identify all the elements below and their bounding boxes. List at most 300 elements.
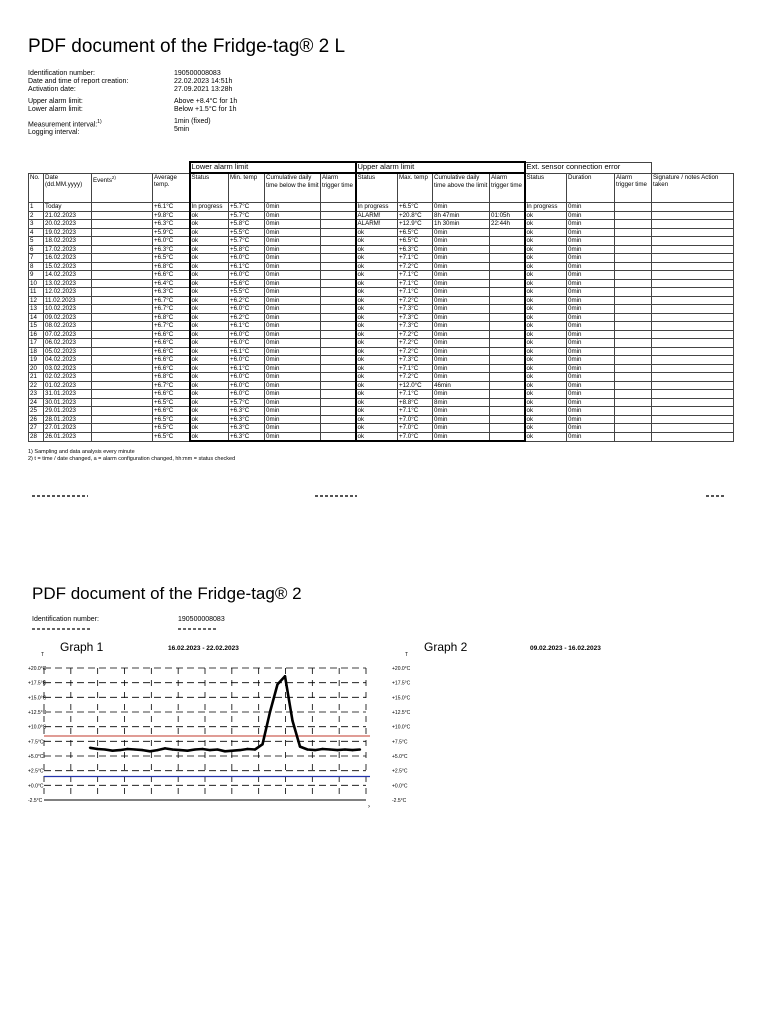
data-point [336, 749, 338, 751]
cell-lower-alarm-time [321, 322, 356, 331]
cell-lower-alarm-time [321, 373, 356, 382]
cell-upper-cumulative: 0min [433, 279, 490, 288]
cell-date: 02.02.2023 [44, 373, 92, 382]
cell-average-temp: +6.5°C [153, 424, 190, 433]
cell-lower-status: ok [190, 245, 229, 254]
data-point [156, 749, 158, 751]
cell-date: 10.02.2023 [44, 305, 92, 314]
x-axis-arrow-icon: › [368, 804, 370, 810]
table-row [29, 415, 734, 424]
col-max-temp: Max. temp [398, 173, 433, 203]
cell-date: 03.02.2023 [44, 364, 92, 373]
cell-average-temp: +6.4°C [153, 279, 190, 288]
col-lower-status: Status [190, 173, 229, 203]
report-info-values [174, 70, 237, 134]
cell-lower-status: ok [190, 313, 229, 322]
cell-average-temp: +6.3°C [153, 245, 190, 254]
cell-ext-duration: 0min [567, 415, 615, 424]
cell-date: 27.01.2023 [44, 424, 92, 433]
data-point [89, 747, 91, 749]
table-row [29, 245, 734, 254]
cell-max-temp: +12.9°C [398, 220, 433, 229]
cell-upper-status: ok [356, 339, 398, 348]
cell-upper-status: ok [356, 432, 398, 441]
footnote-marker: 2) [111, 174, 116, 180]
cell-lower-alarm-time [321, 432, 356, 441]
cell-max-temp: +7.3°C [398, 356, 433, 365]
cell-ext-status: ok [525, 424, 567, 433]
cell-ext-alarm-time [615, 220, 652, 229]
cell-ext-alarm-time [615, 407, 652, 416]
cell-average-temp: +6.6°C [153, 364, 190, 373]
cell-date: 05.02.2023 [44, 347, 92, 356]
info-label: Lower alarm limit: [28, 106, 83, 113]
cell-upper-status: ok [356, 288, 398, 297]
cell-ext-alarm-time [615, 237, 652, 246]
table-row [29, 407, 734, 416]
col-upper-status: Status [356, 173, 398, 203]
footnote-marker: 1) [97, 119, 102, 125]
cell-min-temp: +6.2°C [229, 313, 265, 322]
data-point [351, 749, 353, 751]
daily-log-table [28, 161, 734, 442]
cell-upper-status: ok [356, 415, 398, 424]
cell-min-temp: +6.0°C [229, 305, 265, 314]
cell-ext-status: ok [525, 228, 567, 237]
cell-upper-cumulative: 0min [433, 330, 490, 339]
cell-date: 11.02.2023 [44, 296, 92, 305]
cell-lower-alarm-time [321, 279, 356, 288]
cell-date: 06.02.2023 [44, 339, 92, 348]
y-tick-label: +2.5°C [392, 768, 408, 775]
cell-no: 21 [29, 373, 44, 382]
data-point [344, 748, 346, 750]
cell-upper-alarm-time [490, 237, 525, 246]
cell-upper-alarm-time [490, 305, 525, 314]
cell-average-temp: +6.6°C [153, 407, 190, 416]
y-tick-label: +5.0°C [392, 754, 408, 760]
cell-lower-status: ok [190, 373, 229, 382]
cell-ext-alarm-time [615, 296, 652, 305]
data-point [254, 748, 256, 750]
cell-no: 5 [29, 237, 44, 246]
cell-events [92, 228, 153, 237]
table-row [29, 373, 734, 382]
cell-lower-cumulative: 0min [265, 398, 321, 407]
cell-signature [652, 313, 734, 322]
y-axis-symbol: T [405, 652, 409, 658]
cell-upper-status: In progress [356, 203, 398, 212]
info-label: Date and time of report creation: [28, 78, 129, 85]
cell-ext-alarm-time [615, 347, 652, 356]
data-point [224, 750, 226, 752]
graph2-title: Graph 2 [424, 640, 468, 654]
col-no: No. [29, 173, 44, 203]
info-label: Upper alarm limit: [28, 98, 83, 105]
lower-alarm-limit: Below +1.5°C for 1h [174, 106, 237, 113]
cell-signature [652, 254, 734, 263]
temperature-charts [0, 650, 768, 820]
info-label: Measurement interval: [28, 121, 98, 129]
cell-upper-cumulative: 0min [433, 296, 490, 305]
cell-upper-alarm-time [490, 254, 525, 263]
cell-lower-alarm-time [321, 203, 356, 212]
cell-average-temp: +6.8°C [153, 373, 190, 382]
data-point [126, 748, 128, 750]
cell-ext-alarm-time [615, 271, 652, 280]
cell-upper-cumulative: 8h 47min [433, 211, 490, 220]
y-tick-label: +12.5°C [392, 710, 411, 716]
cell-lower-status: ok [190, 407, 229, 416]
cell-lower-status: In progress [190, 203, 229, 212]
cell-ext-alarm-time [615, 245, 652, 254]
cell-lower-status: ok [190, 339, 229, 348]
cell-no: 6 [29, 245, 44, 254]
cell-ext-alarm-time [615, 211, 652, 220]
cell-lower-cumulative: 0min [265, 228, 321, 237]
cell-lower-status: ok [190, 237, 229, 246]
report-created: 22.02.2023 14:51h [174, 78, 233, 85]
cell-date: 18.02.2023 [44, 237, 92, 246]
col-events [92, 173, 153, 203]
y-tick-label: +20.0°C [28, 666, 47, 672]
data-point [299, 745, 301, 747]
cell-average-temp: +6.5°C [153, 415, 190, 424]
cell-average-temp: +6.1°C [153, 203, 190, 212]
cell-date: 13.02.2023 [44, 279, 92, 288]
cell-upper-status: ok [356, 245, 398, 254]
cell-max-temp: +8.8°C [398, 398, 433, 407]
cell-upper-status: ok [356, 228, 398, 237]
cell-upper-cumulative: 0min [433, 432, 490, 441]
cell-lower-alarm-time [321, 288, 356, 297]
cell-upper-alarm-time [490, 228, 525, 237]
y-tick-label: +0.0°C [28, 783, 44, 790]
cell-lower-cumulative: 0min [265, 322, 321, 331]
cell-ext-status: ok [525, 279, 567, 288]
cell-lower-cumulative: 0min [265, 271, 321, 280]
cell-max-temp: +7.0°C [398, 424, 433, 433]
cell-lower-cumulative: 0min [265, 262, 321, 271]
cell-lower-alarm-time [321, 424, 356, 433]
cell-lower-alarm-time [321, 305, 356, 314]
cell-max-temp: +6.5°C [398, 237, 433, 246]
cell-ext-duration: 0min [567, 296, 615, 305]
cell-lower-cumulative: 0min [265, 339, 321, 348]
cell-upper-alarm-time [490, 330, 525, 339]
cell-events [92, 245, 153, 254]
cell-no: 8 [29, 262, 44, 271]
cell-upper-status: ok [356, 296, 398, 305]
cell-signature [652, 228, 734, 237]
cell-no: 11 [29, 288, 44, 297]
cell-lower-status: ok [190, 398, 229, 407]
cell-lower-alarm-time [321, 271, 356, 280]
blank-header [29, 162, 190, 173]
cell-average-temp: +6.8°C [153, 262, 190, 271]
cell-min-temp: +6.0°C [229, 381, 265, 390]
cell-min-temp: +6.3°C [229, 424, 265, 433]
cell-ext-alarm-time [615, 322, 652, 331]
cell-lower-cumulative: 0min [265, 296, 321, 305]
cell-date: 28.01.2023 [44, 415, 92, 424]
cell-lower-status: ok [190, 296, 229, 305]
cell-upper-status: ALARM! [356, 211, 398, 220]
cell-average-temp: +6.0°C [153, 237, 190, 246]
data-point [314, 749, 316, 751]
cell-lower-cumulative: 0min [265, 356, 321, 365]
cell-ext-duration: 0min [567, 220, 615, 229]
cell-events [92, 381, 153, 390]
y-tick-label: +10.0°C [28, 724, 47, 731]
cell-lower-status: ok [190, 390, 229, 399]
cell-average-temp: +6.8°C [153, 313, 190, 322]
col-upper-alarm-time: Alarm trigger time [490, 173, 525, 203]
cell-lower-alarm-time [321, 381, 356, 390]
cell-ext-duration: 0min [567, 347, 615, 356]
cell-lower-status: ok [190, 347, 229, 356]
cell-date: 08.02.2023 [44, 322, 92, 331]
cell-signature [652, 245, 734, 254]
cell-upper-cumulative: 0min [433, 237, 490, 246]
cell-events [92, 347, 153, 356]
cell-ext-status: ok [525, 407, 567, 416]
cell-upper-status: ok [356, 381, 398, 390]
cell-events [92, 254, 153, 263]
cell-date: 21.02.2023 [44, 211, 92, 220]
cell-no: 16 [29, 330, 44, 339]
cell-no: 10 [29, 279, 44, 288]
cell-date: 30.01.2023 [44, 398, 92, 407]
data-point [329, 748, 331, 750]
cell-ext-status: In progress [525, 203, 567, 212]
cell-date: 15.02.2023 [44, 262, 92, 271]
cell-events [92, 211, 153, 220]
data-point [111, 750, 113, 752]
data-point [239, 749, 241, 751]
cell-average-temp: +6.3°C [153, 288, 190, 297]
data-point [96, 748, 98, 750]
cell-max-temp: +7.0°C [398, 415, 433, 424]
cell-ext-status: ok [525, 364, 567, 373]
cell-no: 28 [29, 432, 44, 441]
cell-lower-status: ok [190, 254, 229, 263]
cell-events [92, 398, 153, 407]
y-tick-label: +12.5°C [28, 710, 47, 716]
cell-ext-status: ok [525, 245, 567, 254]
table-row [29, 262, 734, 271]
cell-signature [652, 203, 734, 212]
cell-no: 24 [29, 398, 44, 407]
cell-events [92, 313, 153, 322]
cell-max-temp: +7.2°C [398, 296, 433, 305]
cell-average-temp: +6.6°C [153, 271, 190, 280]
report-info-labels [28, 70, 128, 137]
blank-header [652, 162, 734, 173]
data-point [291, 720, 293, 722]
cell-upper-cumulative: 0min [433, 390, 490, 399]
cell-min-temp: +5.7°C [229, 203, 265, 212]
y-tick-label: +7.5°C [392, 739, 408, 746]
cell-date: 04.02.2023 [44, 356, 92, 365]
cell-lower-alarm-time [321, 347, 356, 356]
cell-date: 17.02.2023 [44, 245, 92, 254]
cell-upper-alarm-time [490, 390, 525, 399]
cell-max-temp: +7.2°C [398, 373, 433, 382]
cell-no: 19 [29, 356, 44, 365]
cell-events [92, 390, 153, 399]
cell-ext-alarm-time [615, 432, 652, 441]
data-point [171, 748, 173, 750]
data-point [134, 748, 136, 750]
table-row [29, 237, 734, 246]
data-point [186, 750, 188, 752]
cell-signature [652, 305, 734, 314]
data-point [194, 748, 196, 750]
data-point [261, 743, 263, 745]
cell-min-temp: +6.0°C [229, 390, 265, 399]
cell-upper-status: ok [356, 330, 398, 339]
upper-alarm-limit: Above +8.4°C for 1h [174, 98, 238, 105]
cell-ext-duration: 0min [567, 203, 615, 212]
table-row [29, 313, 734, 322]
cell-max-temp: +7.1°C [398, 279, 433, 288]
cell-ext-duration: 0min [567, 432, 615, 441]
cell-lower-cumulative: 0min [265, 211, 321, 220]
cell-upper-alarm-time [490, 313, 525, 322]
cell-no: 20 [29, 364, 44, 373]
cell-ext-status: ok [525, 313, 567, 322]
cell-min-temp: +5.5°C [229, 288, 265, 297]
cut-off-text [32, 495, 88, 497]
footnote: 2) t = time / date changed, a = alarm configuration changed, hh:mm = status checked [28, 455, 236, 462]
cell-ext-alarm-time [615, 339, 652, 348]
cell-ext-alarm-time [615, 390, 652, 399]
cell-upper-status: ok [356, 254, 398, 263]
cell-events [92, 339, 153, 348]
cell-average-temp: +6.7°C [153, 381, 190, 390]
cell-ext-duration: 0min [567, 211, 615, 220]
cell-events [92, 237, 153, 246]
cell-upper-cumulative: 0min [433, 271, 490, 280]
cell-date: 29.01.2023 [44, 407, 92, 416]
cell-no: 22 [29, 381, 44, 390]
cell-signature [652, 296, 734, 305]
cell-no: 2 [29, 211, 44, 220]
cell-ext-duration: 0min [567, 305, 615, 314]
data-point [321, 748, 323, 750]
cell-events [92, 415, 153, 424]
group-lower-alarm: Lower alarm limit [190, 162, 356, 173]
cell-upper-cumulative: 0min [433, 305, 490, 314]
cell-min-temp: +6.0°C [229, 271, 265, 280]
cell-ext-status: ok [525, 322, 567, 331]
cell-signature [652, 432, 734, 441]
cell-signature [652, 220, 734, 229]
info-label: Identification number: [28, 70, 95, 77]
cell-average-temp: +6.5°C [153, 254, 190, 263]
cell-no: 17 [29, 339, 44, 348]
identification-number: 190500008083 [178, 616, 225, 623]
cell-lower-alarm-time [321, 313, 356, 322]
cell-min-temp: +5.8°C [229, 220, 265, 229]
cell-ext-status: ok [525, 381, 567, 390]
page-title: PDF document of the Fridge-tag® 2 L [28, 36, 346, 57]
cell-events [92, 424, 153, 433]
cell-lower-alarm-time [321, 262, 356, 271]
cell-upper-cumulative: 0min [433, 203, 490, 212]
cell-min-temp: +5.5°C [229, 228, 265, 237]
table-row [29, 390, 734, 399]
cell-max-temp: +7.3°C [398, 305, 433, 314]
cell-lower-alarm-time [321, 398, 356, 407]
cell-lower-status: ok [190, 228, 229, 237]
cell-upper-status: ok [356, 347, 398, 356]
cell-date: 14.02.2023 [44, 271, 92, 280]
cell-signature [652, 415, 734, 424]
col-lower-cumulative: Cumulative daily time below the limit [265, 173, 321, 203]
cell-upper-alarm-time [490, 296, 525, 305]
cell-upper-alarm-time [490, 271, 525, 280]
cell-lower-alarm-time [321, 245, 356, 254]
cell-lower-status: ok [190, 305, 229, 314]
cell-ext-duration: 0min [567, 279, 615, 288]
table-row [29, 398, 734, 407]
cell-signature [652, 339, 734, 348]
graph1-title: Graph 1 [60, 640, 104, 654]
cell-upper-status: ok [356, 237, 398, 246]
table-row [29, 211, 734, 220]
cell-no: 7 [29, 254, 44, 263]
cell-lower-cumulative: 0min [265, 245, 321, 254]
cell-upper-cumulative: 0min [433, 407, 490, 416]
cell-no: 14 [29, 313, 44, 322]
cell-upper-cumulative: 0min [433, 254, 490, 263]
cell-lower-alarm-time [321, 254, 356, 263]
cell-ext-status: ok [525, 305, 567, 314]
cell-events [92, 364, 153, 373]
cell-max-temp: +7.3°C [398, 322, 433, 331]
cell-upper-cumulative: 8min [433, 398, 490, 407]
cell-max-temp: +7.1°C [398, 364, 433, 373]
col-min-temp: Min. temp [229, 173, 265, 203]
cell-lower-alarm-time [321, 296, 356, 305]
cell-average-temp: +6.6°C [153, 330, 190, 339]
cell-lower-status: ok [190, 381, 229, 390]
cell-lower-cumulative: 0min [265, 390, 321, 399]
cell-lower-alarm-time [321, 407, 356, 416]
cell-no: 4 [29, 228, 44, 237]
cell-events [92, 407, 153, 416]
cell-signature [652, 381, 734, 390]
cell-ext-alarm-time [615, 373, 652, 382]
cell-lower-status: ok [190, 262, 229, 271]
table-row [29, 339, 734, 348]
cell-max-temp: +7.1°C [398, 390, 433, 399]
cell-ext-alarm-time [615, 330, 652, 339]
cell-signature [652, 373, 734, 382]
y-tick-label: -2.5°C [28, 798, 43, 804]
cell-upper-cumulative: 46min [433, 381, 490, 390]
cell-upper-status: ok [356, 322, 398, 331]
cell-ext-alarm-time [615, 288, 652, 297]
cell-min-temp: +5.7°C [229, 237, 265, 246]
cell-min-temp: +6.1°C [229, 322, 265, 331]
cell-date: 16.02.2023 [44, 254, 92, 263]
cell-ext-duration: 0min [567, 398, 615, 407]
cell-lower-alarm-time [321, 330, 356, 339]
cell-upper-alarm-time [490, 339, 525, 348]
